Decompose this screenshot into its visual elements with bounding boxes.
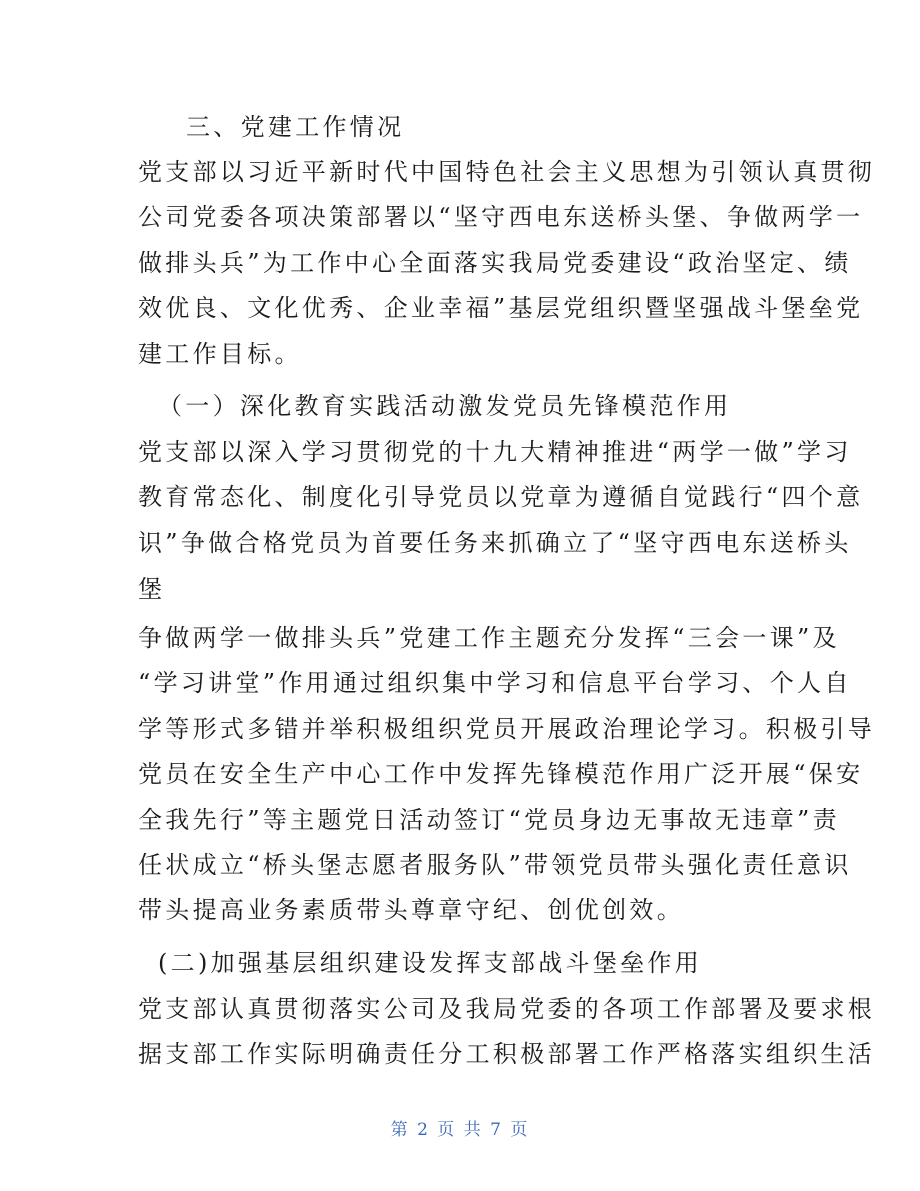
section-heading: 三、党建工作情况 <box>186 113 405 141</box>
paragraph-line: 效优良、文化优秀、企业幸福”基层党组织暨坚强战斗堡垒党 <box>138 294 864 322</box>
paragraph-line: 识”争做合格党员为首要任务来抓确立了“坚守西电东送桥头 <box>138 529 852 557</box>
paragraph-line: 任状成立“桥头堡志愿者服务队”带领党员带头强化责任意识 <box>138 851 852 879</box>
paragraph-line: 党支部以深入学习贯彻党的十九大精神推进“两学一做”学习 <box>138 438 852 466</box>
paragraph-line: 党员在安全生产中心工作中发挥先锋模范作用广泛开展“保安 <box>138 760 864 788</box>
paragraph-line: 争做两学一做排头兵”党建工作主题充分发挥“三会一课”及 <box>138 624 840 652</box>
paragraph-line: 堡 <box>138 575 166 603</box>
paragraph-line: “学习讲堂”作用通过组织集中学习和信息平台学习、个人自 <box>138 669 852 697</box>
paragraph-line: 带头提高业务素质带头尊章守纪、创优创效。 <box>138 896 684 924</box>
paragraph-line: 教育常态化、制度化引导党员以党章为遵循自觉践行“四个意 <box>138 483 864 511</box>
paragraph-line: 党支部以习近平新时代中国特色社会主义思想为引领认真贯彻 <box>138 158 876 186</box>
paragraph-line: 建工作目标。 <box>138 340 302 368</box>
paragraph-line: 做排头兵”为工作中心全面落实我局党委建设“政治坚定、绩 <box>138 249 852 277</box>
subsection-heading: (二)加强基层组织建设发挥支部战斗堡垒作用 <box>158 949 703 977</box>
paragraph-line: 公司党委各项决策部署以“坚守西电东送桥头堡、争做两学一 <box>138 203 864 231</box>
page-number: 第 2 页 共 7 页 <box>390 1120 530 1140</box>
paragraph-line: 学等形式多错并举积极组织党员开展政治理论学习。积极引导 <box>138 715 876 743</box>
paragraph-line: 据支部工作实际明确责任分工积极部署工作严格落实组织生活 <box>138 1040 876 1068</box>
paragraph-line: 全我先行”等主题党日活动签订“党员身边无事故无违章”责 <box>138 806 840 834</box>
subsection-heading: （一）深化教育实践活动激发党员先锋模范作用 <box>158 392 732 420</box>
paragraph-line: 党支部认真贯彻落实公司及我局党委的各项工作部署及要求根 <box>138 995 876 1023</box>
